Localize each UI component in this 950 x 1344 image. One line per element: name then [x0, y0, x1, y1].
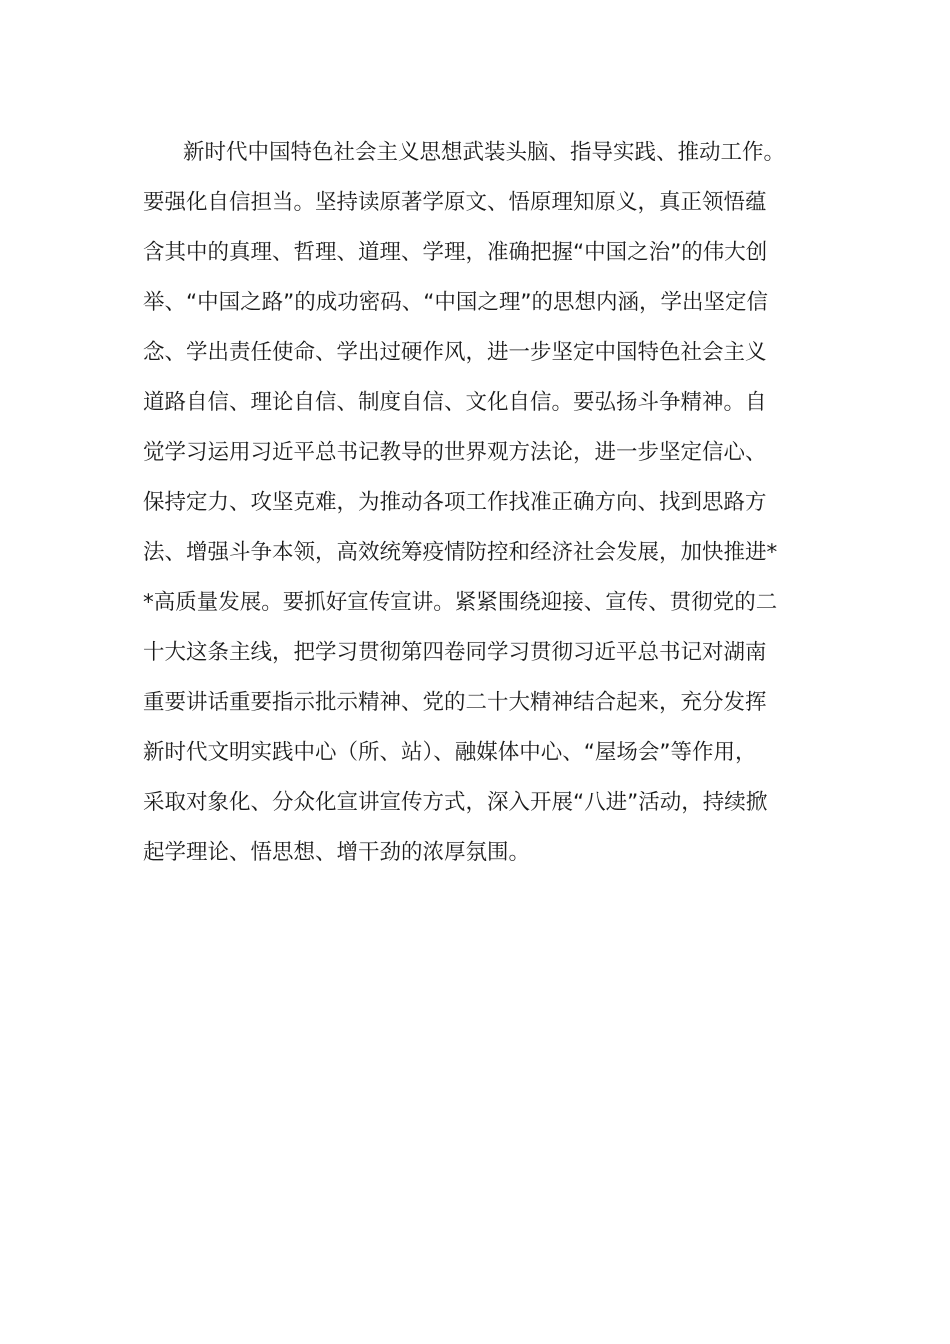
text-line: 重要讲话重要指示批示精神、党的二十大精神结合起来，充分发挥: [143, 690, 767, 715]
text-line: 十大这条主线，把学习贯彻第四卷同学习贯彻习近平总书记对湖南: [143, 640, 767, 665]
text-line: 要强化自信担当。坚持读原著学原文、悟原理知原义，真正领悟蕴: [143, 190, 767, 215]
text-line: 举、“中国之路”的成功密码、“中国之理”的思想内涵，学出坚定信: [143, 290, 769, 315]
text-line: 保持定力、攻坚克难，为推动各项工作找准正确方向、找到思路方: [143, 490, 767, 515]
text-line: *高质量发展。要抓好宣传宣讲。紧紧围绕迎接、宣传、贯彻党的二: [143, 590, 778, 615]
text-line: 起学理论、悟思想、增干劲的浓厚氛围。: [143, 840, 531, 865]
text-line: 道路自信、理论自信、制度自信、文化自信。要弘扬斗争精神。自: [143, 390, 767, 415]
text-line: 含其中的真理、哲理、道理、学理，准确把握“中国之治”的伟大创: [143, 240, 768, 265]
text-line: 新时代中国特色社会主义思想武装头脑、指导实践、推动工作。: [183, 140, 786, 165]
text-line: 新时代文明实践中心（所、站）、融媒体中心、“屋场会”等作用，: [143, 740, 757, 765]
body-paragraph: [143, 128, 843, 878]
text-line: 法、增强斗争本领，高效统筹疫情防控和经济社会发展，加快推进*: [143, 540, 778, 565]
text-line: 觉学习运用习近平总书记教导的世界观方法论，进一步坚定信心、: [143, 440, 767, 465]
text-line: 念、学出责任使命、学出过硬作风，进一步坚定中国特色社会主义: [143, 340, 767, 365]
text-line: 采取对象化、分众化宣讲宣传方式，深入开展“八进”活动，持续掀: [143, 790, 768, 815]
